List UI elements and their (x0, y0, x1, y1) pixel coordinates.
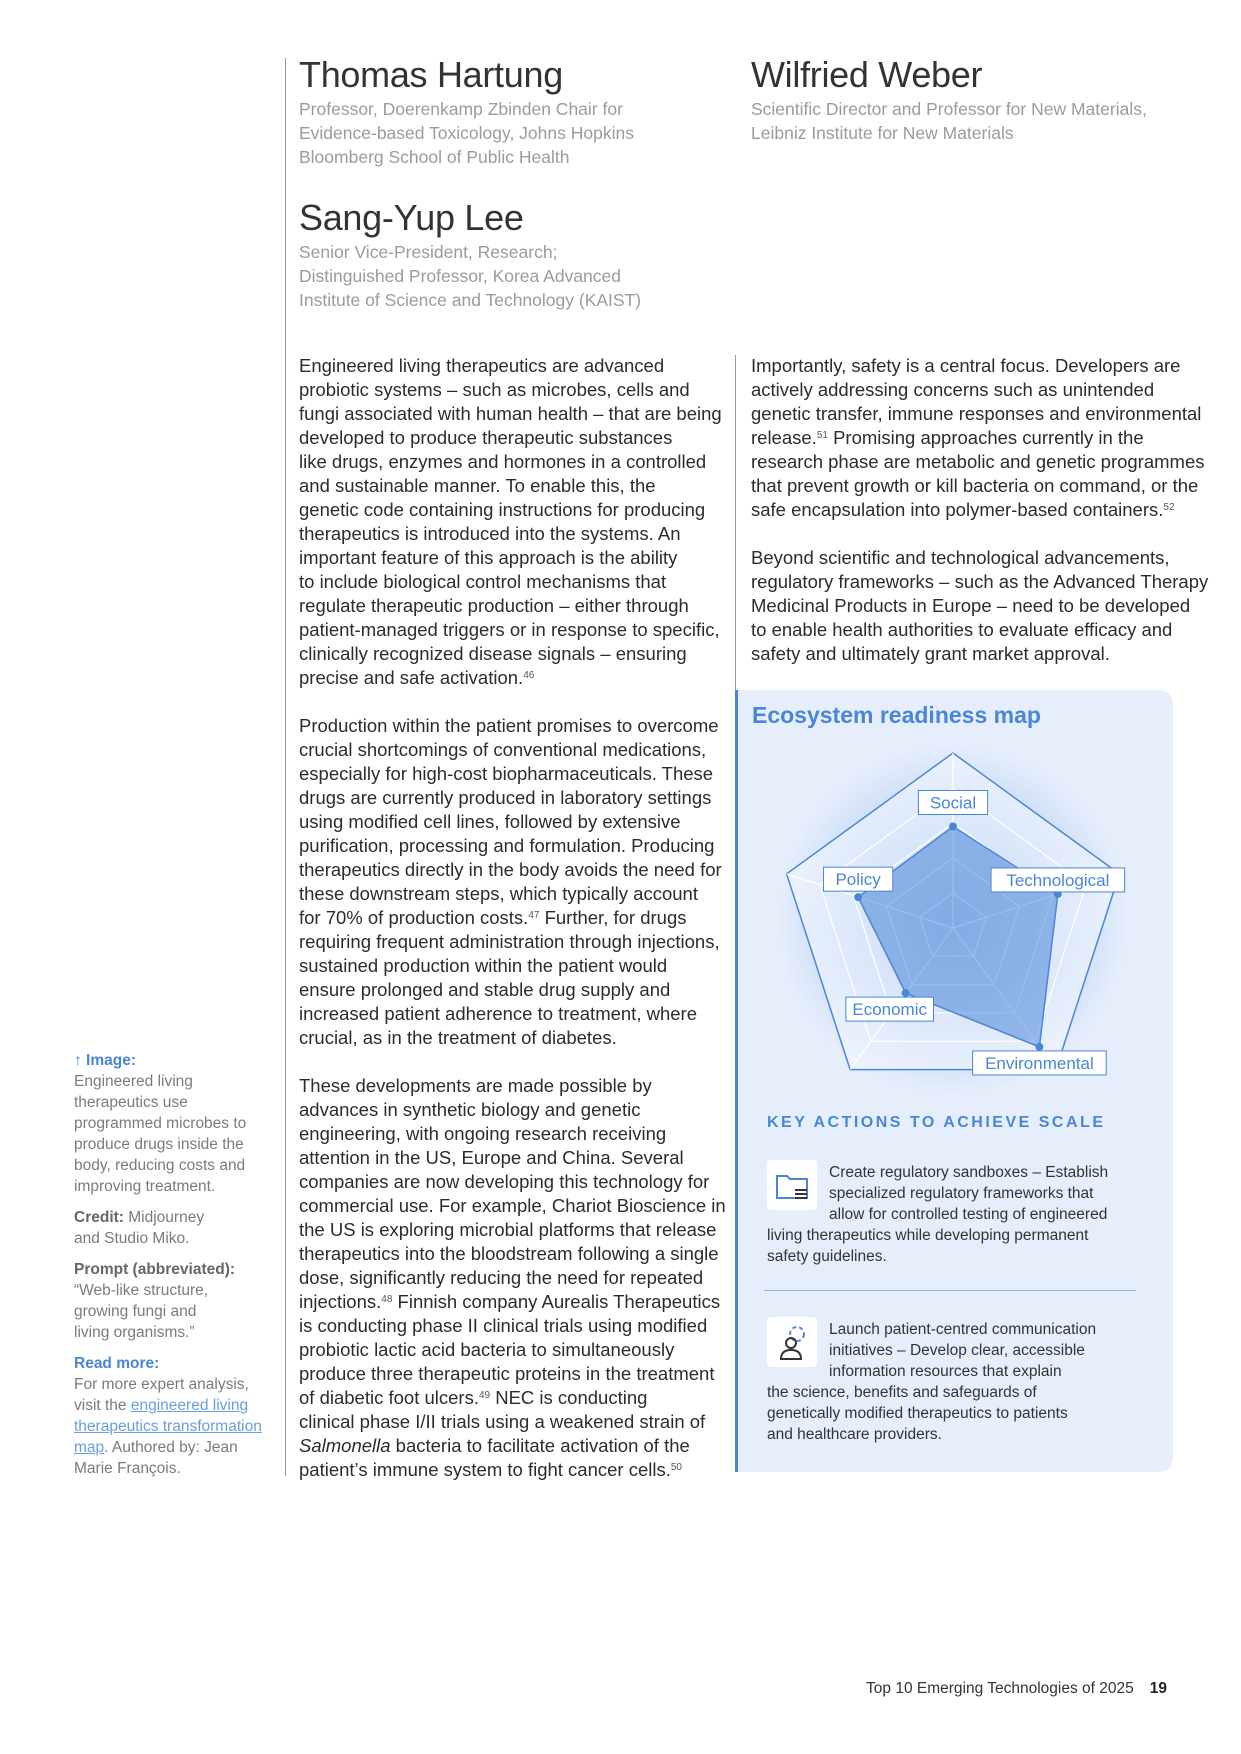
action-separator (764, 1290, 1136, 1291)
paragraph: Production within the patient promises to overcome crucial shortcomings of conventional medications, especially for high-cost biopharmaceuticals. These drugs are currently produced in laboratory settings using modified cell lines, followed by extensive purification, processing and formulation. Producing therapeutics directly in the body avoids the need for these downstream steps, which typically account for 70% of production costs.$^{47}$ Further, for drugs requiring frequent administration through injections, sustained production within the patient would ensure prolonged and stable drug supply and increased patient adherence to treatment, where crucial, as in the treatment of diabetes. (299, 715, 722, 1048)
radar-point-social (949, 823, 957, 831)
footnote-ref: 50 (670, 1462, 682, 1473)
left-column-rule (285, 58, 286, 1476)
ecosystem-readiness-panel (735, 690, 1173, 1472)
key-action-item: Launch patient-centred communication initiatives – Develop clear, accessible information resources that explain the science, benefits and safeguards of genetically modified therapeutics to patients and healthcare providers. (767, 1321, 1097, 1443)
author-title: Scientific Director and Professor for New Materials, Leibniz Institute for New Materials (751, 99, 1147, 143)
radar-label-text: Technological (1006, 870, 1110, 890)
footnote-ref: 49 (478, 1390, 491, 1401)
body-column-left (299, 354, 729, 1482)
key-actions-heading: KEY ACTIONS TO ACHIEVE SCALE (767, 1114, 1106, 1131)
author-name: Thomas Hartung (299, 54, 563, 95)
body-column-right (751, 354, 1209, 666)
radar-label-text: Social (929, 793, 977, 813)
footnote-ref: 46 (523, 670, 535, 681)
footnote-ref: 51 (816, 430, 828, 441)
image-caption-heading: ↑ Image: (74, 1052, 137, 1069)
paragraph: Importantly, safety is a central focus. Developers are actively addressing concerns such as unintended genetic transfer, immune responses and environmental release.$^{51}$ Promising approaches currently in the research phase are metabolic and genetic programmes that prevent growth or kill bacteria on command, or the safe encapsulation into polymer-based containers.$^{52}$ (751, 355, 1205, 520)
radar-point-policy (854, 893, 862, 901)
radar-label-economic (846, 997, 934, 1021)
radar-label-technological (991, 868, 1125, 892)
species-italic: Salmonella (299, 1435, 391, 1456)
radar-label-policy (824, 867, 893, 891)
author-title: Professor, Doerenkamp Zbinden Chair for Evidence-based Toxicology, Johns Hopkins Bloomberg School of Public Health (299, 99, 634, 167)
paragraph: Beyond scientific and technological advancements, regulatory frameworks – such as the Advanced Therapy Medicinal Products in Europe – need to be developed to enable health authorities to evaluate efficacy and safety and ultimately grant market approval. (751, 547, 1209, 664)
read-more-heading: Read more: (74, 1355, 160, 1372)
readiness-radar-chart (738, 730, 1173, 1110)
credit-label: Credit: (74, 1209, 124, 1226)
transformation-map-link[interactable]: engineered living (130, 1397, 249, 1414)
transformation-map-link[interactable]: map (74, 1439, 105, 1456)
report-title: Top 10 Emerging Technologies of 2025 (866, 1680, 1134, 1697)
paragraph: These developments are made possible by advances in synthetic biology and genetic engineering, with ongoing research receiving attention in the US, Europe and China. Several companies are now developing this technology for commercial use. For example, Chariot Bioscience in the US is exploring microbial platforms that release therapeutics into the bloodstream following a single dose, significantly reducing the need for repeated injections.$^{48}$ Finnish company Aurealis Therapeutics is conducting phase II clinical trials using modified probiotic lactic acid bacteria to simultaneously produce three therapeutic proteins in the treatment of diabetic foot ulcers.$^{49}$ NEC is conducting clinical phase I/II trials using a weakened strain of Salmonella bacteria to facilitate activation of the patient’s immune system to fight cancer cells.$^{50}$ (299, 1075, 726, 1480)
paragraph: Engineered living therapeutics are advanced probiotic systems – such as microbes, cells and fungi associated with human health – that are being developed to produce therapeutic substances like drugs, enzymes and hormones in a controlled and sustainable manner. To enable this, the genetic code containing instructions for producing therapeutics is introduced into the systems. An important feature of this approach is the ability to include biological control mechanisms that regulate therapeutic production – either through patient-managed triggers or in response to specific, clinically recognized disease signals – ensuring precise and safe activation.$^{46}$ (299, 355, 722, 688)
transformation-map-link[interactable]: therapeutics transformation (74, 1418, 262, 1435)
radar-label-social (918, 791, 987, 815)
page-number: 19 (1149, 1680, 1167, 1697)
author-name: Sang-Yup Lee (299, 197, 524, 238)
radar-point-environmental (1035, 1043, 1043, 1051)
author-block-hartung (299, 55, 634, 169)
radar-label-text: Environmental (985, 1053, 1094, 1073)
author-block-weber (751, 55, 1147, 145)
author-title: Senior Vice-President, Research; Distinguished Professor, Korea Advanced Institute of Science and Technology (KAIST) (299, 242, 642, 310)
radar-label-text: Policy (835, 870, 881, 890)
author-block-lee (299, 198, 641, 312)
radar-label-text: Economic (852, 1000, 928, 1020)
key-action-item: Create regulatory sandboxes – Establish specialized regulatory frameworks that allow for controlled testing of engineered living therapeutics while developing permanent safety guidelines. (767, 1164, 1109, 1265)
footnote-ref: 48 (381, 1294, 393, 1305)
page-footer (866, 1680, 1167, 1698)
prompt-label: Prompt (abbreviated): (74, 1261, 236, 1278)
image-caption-sidebar: ↑ Image: Engineered living therapeutics use programmed microbes to produce drugs inside the body, reducing costs and improving treatment. Credit: Midjourney and Studio Miko. Prompt (abbreviated): “Web-like structure, growing fungi and living organisms.” Read more: For more expert analysis, visit the engineered living therapeutics transformation map. Authored by: Jean Marie François. (74, 1050, 274, 1479)
radar-point-economic (902, 989, 910, 997)
footnote-ref: 52 (1163, 502, 1175, 513)
footnote-ref: 47 (528, 910, 540, 921)
radar-label-environmental (973, 1051, 1107, 1075)
panel-title: Ecosystem readiness map (752, 702, 1041, 728)
right-column-rule (735, 355, 736, 690)
author-name: Wilfried Weber (751, 54, 983, 95)
